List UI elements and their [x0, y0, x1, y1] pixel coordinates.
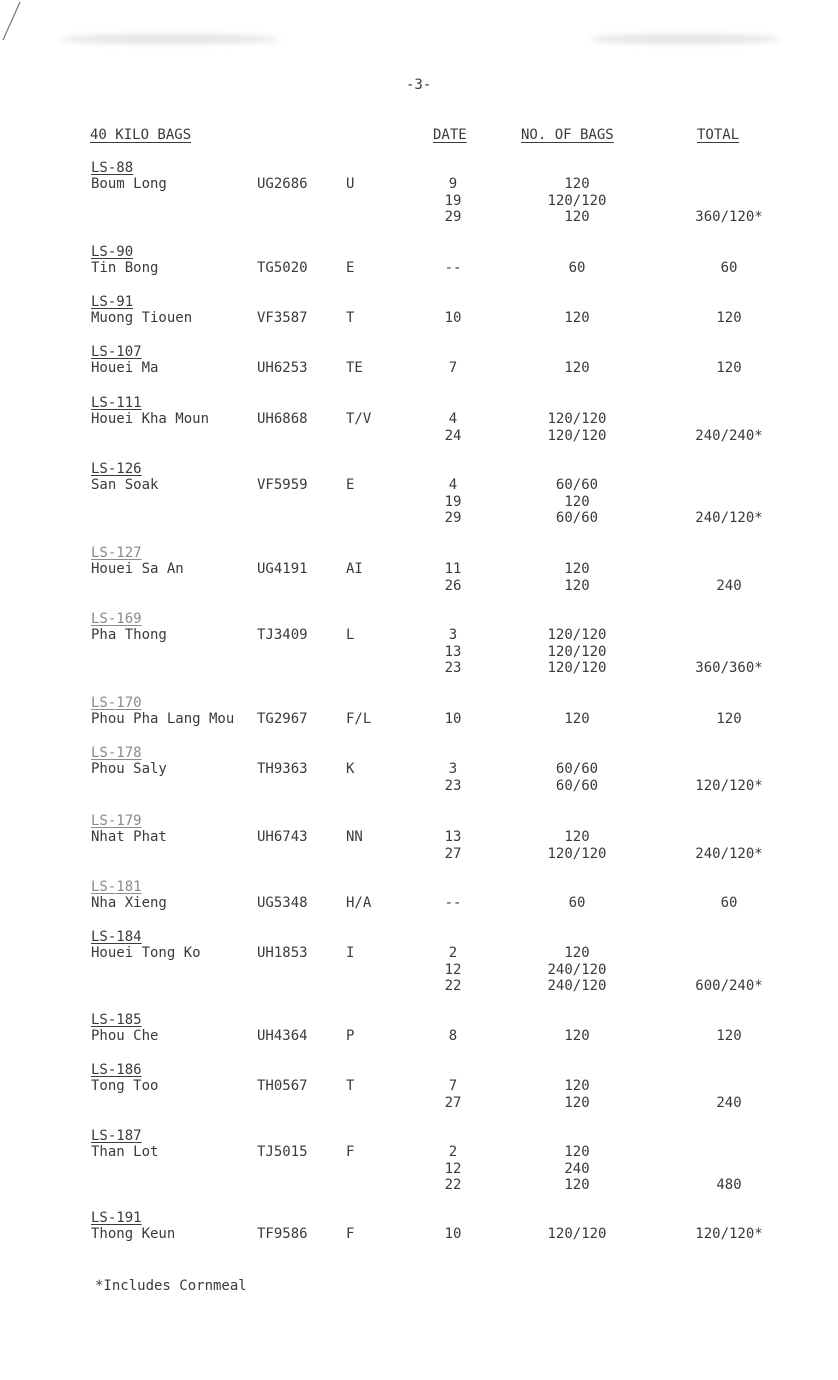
site-letter: U	[346, 176, 355, 192]
date-value: 4	[448, 411, 458, 427]
delivery-dates	[433, 1028, 473, 1045]
date-value: 13	[444, 829, 462, 845]
row-total: 240	[716, 1094, 742, 1111]
site-letter: L	[346, 627, 355, 643]
site-location: Houei Sa An	[91, 561, 184, 577]
site-code: LS-181	[91, 879, 142, 895]
bag-count-value: 120	[564, 1177, 590, 1193]
delivery-dates	[433, 477, 473, 527]
date-value: 23	[444, 660, 462, 676]
bag-counts	[525, 711, 629, 728]
site-code: LS-179	[91, 813, 142, 829]
bag-count-value: 120	[564, 176, 590, 192]
site-location: San Soak	[91, 477, 159, 493]
site-letter: I	[346, 945, 355, 961]
site-code: LS-191	[91, 1210, 142, 1226]
site-code: LS-185	[91, 1012, 142, 1028]
bag-count-value: 120	[564, 711, 590, 727]
delivery-dates	[433, 761, 473, 794]
row-total: 120	[716, 310, 742, 326]
site-code: LS-184	[91, 929, 142, 945]
grid-reference: TJ5015	[257, 1144, 308, 1160]
bag-count-value: 120/120	[547, 627, 607, 643]
bag-count-value: 120	[564, 310, 590, 326]
header-title: 40 KILO BAGS	[90, 127, 192, 143]
date-value: 12	[444, 961, 462, 978]
site-location: Houei Kha Moun	[91, 411, 210, 427]
site-location: Than Lot	[91, 1144, 159, 1160]
site-letter: F	[346, 1226, 355, 1242]
bag-count-value: 120	[564, 1078, 590, 1094]
site-location: Tin Bong	[91, 260, 159, 276]
site-location: Nha Xieng	[91, 895, 167, 911]
grid-reference: UH6868	[257, 411, 308, 427]
delivery-dates	[433, 360, 473, 377]
date-value: 22	[444, 978, 462, 994]
date-value: 19	[444, 493, 462, 510]
date-value: 10	[444, 711, 462, 727]
grid-reference: UH6743	[257, 829, 308, 845]
bag-count-value: 120/120	[547, 192, 607, 209]
bag-counts	[525, 411, 629, 444]
bag-count-value: 120	[564, 209, 590, 225]
page-number: -3-	[406, 77, 432, 93]
site-letter: E	[346, 477, 355, 493]
date-value: 29	[444, 209, 462, 225]
bag-count-value: 60/60	[555, 777, 599, 794]
delivery-dates	[433, 1144, 473, 1194]
bag-counts	[525, 561, 629, 594]
row-total: 480	[716, 1177, 742, 1193]
bag-counts	[525, 945, 629, 995]
bag-count-value: 120/120	[547, 643, 607, 660]
row-total: 120	[716, 1028, 742, 1044]
site-location: Thong Keun	[91, 1226, 176, 1242]
site-letter: AI	[346, 561, 363, 577]
site-location: Houei Ma	[91, 360, 159, 376]
site-location: Nhat Phat	[91, 829, 167, 845]
bag-counts	[525, 260, 629, 277]
site-location: Tong Too	[91, 1078, 159, 1094]
site-letter: K	[346, 761, 355, 777]
date-value: 19	[444, 192, 462, 209]
bag-count-value: 120	[564, 1028, 590, 1044]
row-total: 240/240*	[695, 427, 763, 444]
grid-reference: TJ3409	[257, 627, 308, 643]
date-value: 8	[448, 1028, 458, 1044]
row-total: 60	[720, 895, 738, 911]
site-letter: NN	[346, 829, 363, 845]
bag-count-value: 120	[564, 360, 590, 376]
date-value: 3	[448, 761, 458, 777]
header-total: TOTAL	[697, 127, 740, 143]
bag-counts	[525, 1078, 629, 1111]
delivery-dates	[433, 711, 473, 728]
delivery-dates	[433, 561, 473, 594]
row-total: 240/120*	[695, 845, 763, 862]
delivery-dates	[433, 895, 473, 912]
grid-reference: VF3587	[257, 310, 308, 326]
delivery-dates	[433, 829, 473, 862]
date-value: 7	[448, 360, 458, 376]
date-value: 27	[444, 1094, 462, 1111]
bag-count-value: 120	[564, 1144, 590, 1160]
site-letter: E	[346, 260, 355, 276]
grid-reference: UG4191	[257, 561, 308, 577]
row-total: 120/120*	[695, 777, 763, 794]
delivery-dates	[433, 411, 473, 444]
site-letter: T/V	[346, 411, 372, 427]
grid-reference: UG5348	[257, 895, 308, 911]
bag-count-value: 120/120	[547, 427, 607, 444]
date-value: 29	[444, 510, 462, 526]
site-location: Phou Pha Lang Mou	[91, 711, 235, 727]
date-value: 2	[448, 945, 458, 961]
site-location: Phou Che	[91, 1028, 159, 1044]
site-location: Pha Thong	[91, 627, 167, 643]
bag-count-value: 240	[564, 1160, 590, 1177]
date-value: --	[444, 260, 462, 276]
date-value: 10	[444, 310, 462, 326]
bag-count-value: 120/120	[547, 660, 607, 676]
bag-count-value: 120	[564, 1094, 590, 1111]
bag-count-value: 60/60	[555, 761, 599, 777]
footnote: *Includes Cornmeal	[95, 1278, 247, 1294]
row-total: 120/120*	[695, 1226, 763, 1242]
site-letter: H/A	[346, 895, 372, 911]
delivery-dates	[433, 1078, 473, 1111]
bag-count-value: 120	[564, 945, 590, 961]
site-letter: T	[346, 310, 355, 326]
row-total: 360/360*	[695, 660, 763, 676]
date-value: 11	[444, 561, 462, 577]
bag-count-value: 120	[564, 577, 590, 594]
row-total: 600/240*	[695, 978, 763, 994]
site-letter: F	[346, 1144, 355, 1160]
site-letter: F/L	[346, 711, 372, 727]
date-value: 22	[444, 1177, 462, 1193]
date-value: 27	[444, 845, 462, 862]
site-location: Houei Tong Ko	[91, 945, 201, 961]
row-total: 240/120*	[695, 510, 763, 526]
delivery-dates	[433, 627, 473, 677]
date-value: --	[444, 895, 462, 911]
date-value: 4	[448, 477, 458, 493]
delivery-dates	[433, 945, 473, 995]
bag-count-value: 120	[564, 493, 590, 510]
bag-counts	[525, 895, 629, 912]
row-total: 360/120*	[695, 209, 763, 225]
bag-counts	[525, 1226, 629, 1243]
bag-count-value: 60/60	[555, 477, 599, 493]
date-value: 10	[444, 1226, 462, 1242]
row-total: 240	[716, 577, 742, 594]
site-code: LS-187	[91, 1128, 142, 1144]
grid-reference: UH6253	[257, 360, 308, 376]
date-value: 24	[444, 427, 462, 444]
site-letter: TE	[346, 360, 363, 376]
bag-count-value: 120/120	[547, 1226, 607, 1242]
site-code: LS-186	[91, 1062, 142, 1078]
header-date: DATE	[433, 127, 467, 143]
corner-scan-mark	[0, 0, 30, 45]
row-total: 120	[716, 711, 742, 727]
bag-counts	[525, 1144, 629, 1194]
delivery-dates	[433, 260, 473, 277]
grid-reference: VF5959	[257, 477, 308, 493]
bag-count-value: 120/120	[547, 411, 607, 427]
date-value: 12	[444, 1160, 462, 1177]
bag-count-value: 120	[564, 829, 590, 845]
site-code: LS-127	[91, 545, 142, 561]
delivery-dates	[433, 310, 473, 327]
header-bags: NO. OF BAGS	[521, 127, 614, 143]
bag-count-value: 60	[568, 895, 586, 911]
grid-reference: TH0567	[257, 1078, 308, 1094]
site-code: LS-178	[91, 745, 142, 761]
site-code: LS-91	[91, 294, 134, 310]
grid-reference: UH1853	[257, 945, 308, 961]
bag-counts	[525, 176, 629, 226]
site-code: LS-170	[91, 695, 142, 711]
bag-counts	[525, 627, 629, 677]
grid-reference: TH9363	[257, 761, 308, 777]
row-total: 60	[720, 260, 738, 276]
bag-count-value: 240/120	[547, 961, 607, 978]
bag-count-value: 240/120	[547, 978, 607, 994]
date-value: 3	[448, 627, 458, 643]
site-code: LS-90	[91, 244, 134, 260]
row-total: 120	[716, 360, 742, 376]
bag-count-value: 60	[568, 260, 586, 276]
site-location: Muong Tiouen	[91, 310, 193, 326]
grid-reference: TG2967	[257, 711, 308, 727]
bag-counts	[525, 829, 629, 862]
date-value: 9	[448, 176, 458, 192]
site-code: LS-107	[91, 344, 142, 360]
date-value: 7	[448, 1078, 458, 1094]
bag-counts	[525, 761, 629, 794]
delivery-dates	[433, 1226, 473, 1243]
site-code: LS-111	[91, 395, 142, 411]
grid-reference: TF9586	[257, 1226, 308, 1242]
grid-reference: TG5020	[257, 260, 308, 276]
site-code: LS-169	[91, 611, 142, 627]
bag-counts	[525, 360, 629, 377]
bag-counts	[525, 1028, 629, 1045]
site-letter: P	[346, 1028, 355, 1044]
date-value: 23	[444, 777, 462, 794]
site-letter: T	[346, 1078, 355, 1094]
bag-counts	[525, 477, 629, 527]
top-left-smudge	[60, 34, 280, 44]
bag-counts	[525, 310, 629, 327]
grid-reference: UG2686	[257, 176, 308, 192]
bag-count-value: 120	[564, 561, 590, 577]
bag-count-value: 120/120	[547, 845, 607, 862]
site-location: Phou Saly	[91, 761, 167, 777]
site-code: LS-88	[91, 160, 134, 176]
site-code: LS-126	[91, 461, 142, 477]
grid-reference: UH4364	[257, 1028, 308, 1044]
date-value: 2	[448, 1144, 458, 1160]
delivery-dates	[433, 176, 473, 226]
site-location: Boum Long	[91, 176, 167, 192]
date-value: 26	[444, 577, 462, 594]
top-right-smudge	[590, 34, 780, 44]
bag-count-value: 60/60	[555, 510, 599, 526]
date-value: 13	[444, 643, 462, 660]
